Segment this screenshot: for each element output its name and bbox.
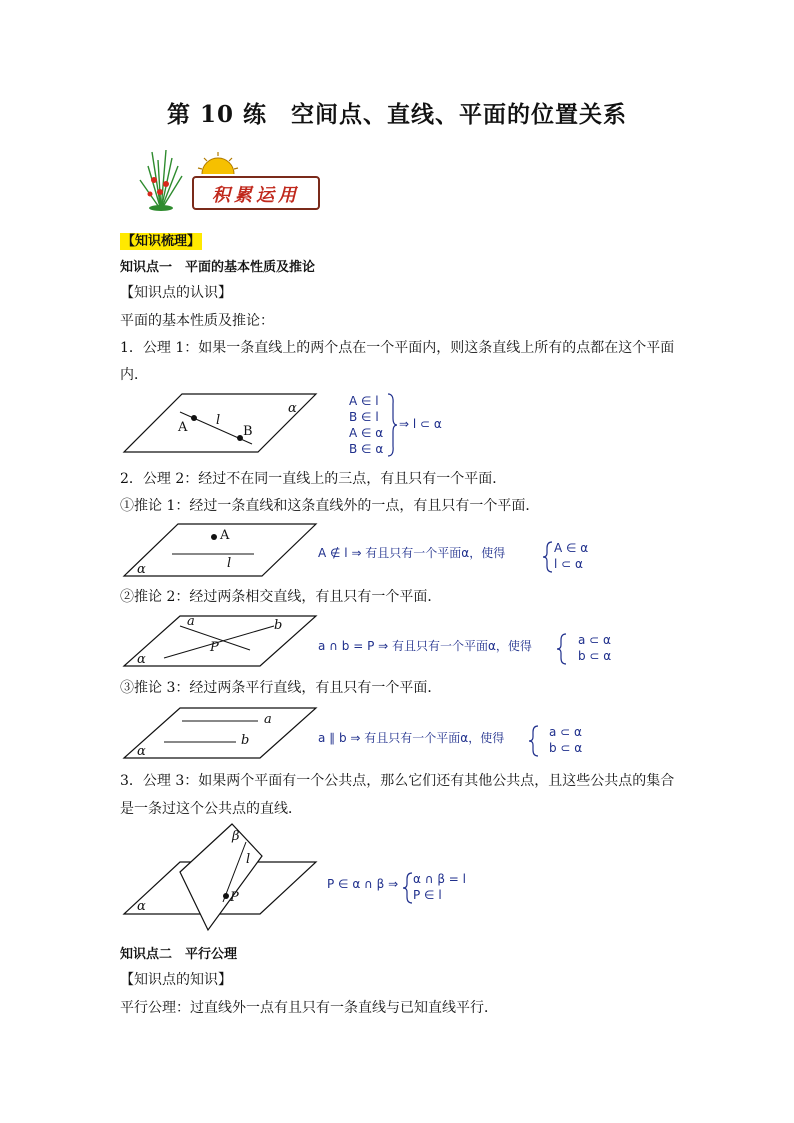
fig1-label-B: B: [243, 424, 253, 439]
fig3-label-P: P: [210, 640, 219, 655]
fig3-label-b: b: [274, 618, 283, 633]
brace-left-icon: [556, 632, 568, 666]
fig3-cond: a ⊂ α: [578, 633, 611, 647]
fig2-conditions: [554, 540, 588, 572]
fig1-label-A: A: [178, 420, 188, 435]
fig4-lead: a ∥ b ⇒ 有且只有一个平面α，使得: [318, 731, 505, 745]
corollary3: ③推论 3：经过两条平行直线，有且只有一个平面．: [120, 680, 442, 696]
fig2-lead: A ∉ l ⇒ 有且只有一个平面α，使得: [318, 546, 506, 560]
figure-corollary2: [120, 612, 320, 670]
fig1-result: ⇒ l ⊂ α: [399, 417, 442, 431]
fig5-label-P: P: [230, 890, 239, 905]
fig4-cond: b ⊂ α: [549, 741, 583, 755]
brace-left-icon: [542, 540, 554, 574]
axiom3-line2: 是一条过这个公共点的直线．: [120, 801, 302, 817]
fig1-conditions: [349, 393, 383, 457]
kp2-heading: 知识点二 平行公理: [120, 947, 238, 962]
corollary1: ①推论 1：经过一条直线和这条直线外的一点，有且只有一个平面．: [120, 498, 540, 514]
fig5-label-l: l: [246, 852, 251, 867]
fig3-conditions: [578, 632, 611, 664]
fig5-cond: α ∩ β = l: [413, 872, 466, 886]
fig5-label-beta: β: [232, 829, 240, 844]
banner-box: [192, 176, 320, 210]
brace-right-icon: [386, 392, 398, 458]
fig2-label-A: A: [220, 528, 230, 543]
fig3-label-alpha: α: [137, 652, 146, 667]
fig2-label-alpha: α: [137, 562, 146, 577]
axiom3-line1: 3．公理 3：如果两个平面有一个公共点，那么它们还有其他公共点，且这些公共点的集合: [120, 773, 675, 789]
kp2-sub: 【知识点的知识】: [120, 972, 232, 988]
fig5-label-alpha: α: [137, 899, 146, 914]
fig4-conditions: [549, 724, 582, 756]
kp1-intro: 平面的基本性质及推论：: [120, 313, 274, 329]
fig1-label-alpha: α: [288, 401, 297, 416]
fig1-cond: B ∈ l: [349, 410, 379, 424]
fig2-cond: A ∈ α: [554, 541, 589, 555]
figure-axiom3: [120, 822, 320, 934]
fig3-label-a: a: [187, 614, 195, 629]
fig1-label-l: l: [216, 413, 221, 428]
corollary2: ②推论 2：经过两条相交直线，有且只有一个平面．: [120, 589, 442, 605]
page-title: 第 10 练 空间点、直线、平面的位置关系: [166, 101, 628, 128]
figure-corollary3: [120, 704, 320, 762]
section-tag: 【知识梳理】: [122, 234, 201, 249]
kp1-heading: 知识点一 平面的基本性质及推论: [120, 260, 316, 275]
fig1-cond: A ∈ α: [349, 426, 384, 440]
fig5-conditions: [413, 871, 466, 903]
brace-left-icon: [528, 724, 540, 758]
axiom1-line2: 内．: [120, 367, 148, 383]
banner-label: 积累运用: [212, 185, 300, 206]
fig4-label-a: a: [264, 712, 272, 727]
fig4-label-b: b: [241, 733, 250, 748]
kp1-sub: 【知识点的认识】: [120, 285, 232, 301]
fig4-cond: a ⊂ α: [549, 725, 582, 739]
fig2-cond: l ⊂ α: [554, 557, 583, 571]
fig1-cond: A ∈ l: [349, 394, 379, 408]
fig5-cond: P ∈ l: [413, 888, 442, 902]
fig5-lead: P ∈ α ∩ β ⇒: [327, 877, 399, 891]
fig3-lead: a ∩ b = P ⇒ 有且只有一个平面α，使得: [318, 639, 532, 653]
kp2-text: 平行公理：过直线外一点有且只有一条直线与已知直线平行．: [120, 1000, 498, 1016]
fig4-label-alpha: α: [137, 744, 146, 759]
fig3-cond: b ⊂ α: [578, 649, 612, 663]
sun-icon: [196, 150, 240, 176]
axiom2: 2．公理 2：经过不在同一直线上的三点，有且只有一个平面．: [120, 471, 507, 487]
fig2-label-l: l: [227, 556, 232, 571]
flower-icon: [130, 140, 192, 212]
axiom1-line1: 1．公理 1：如果一条直线上的两个点在一个平面内，则这条直线上所有的点都在这个平面: [120, 340, 675, 356]
fig1-cond: B ∈ α: [349, 442, 384, 456]
